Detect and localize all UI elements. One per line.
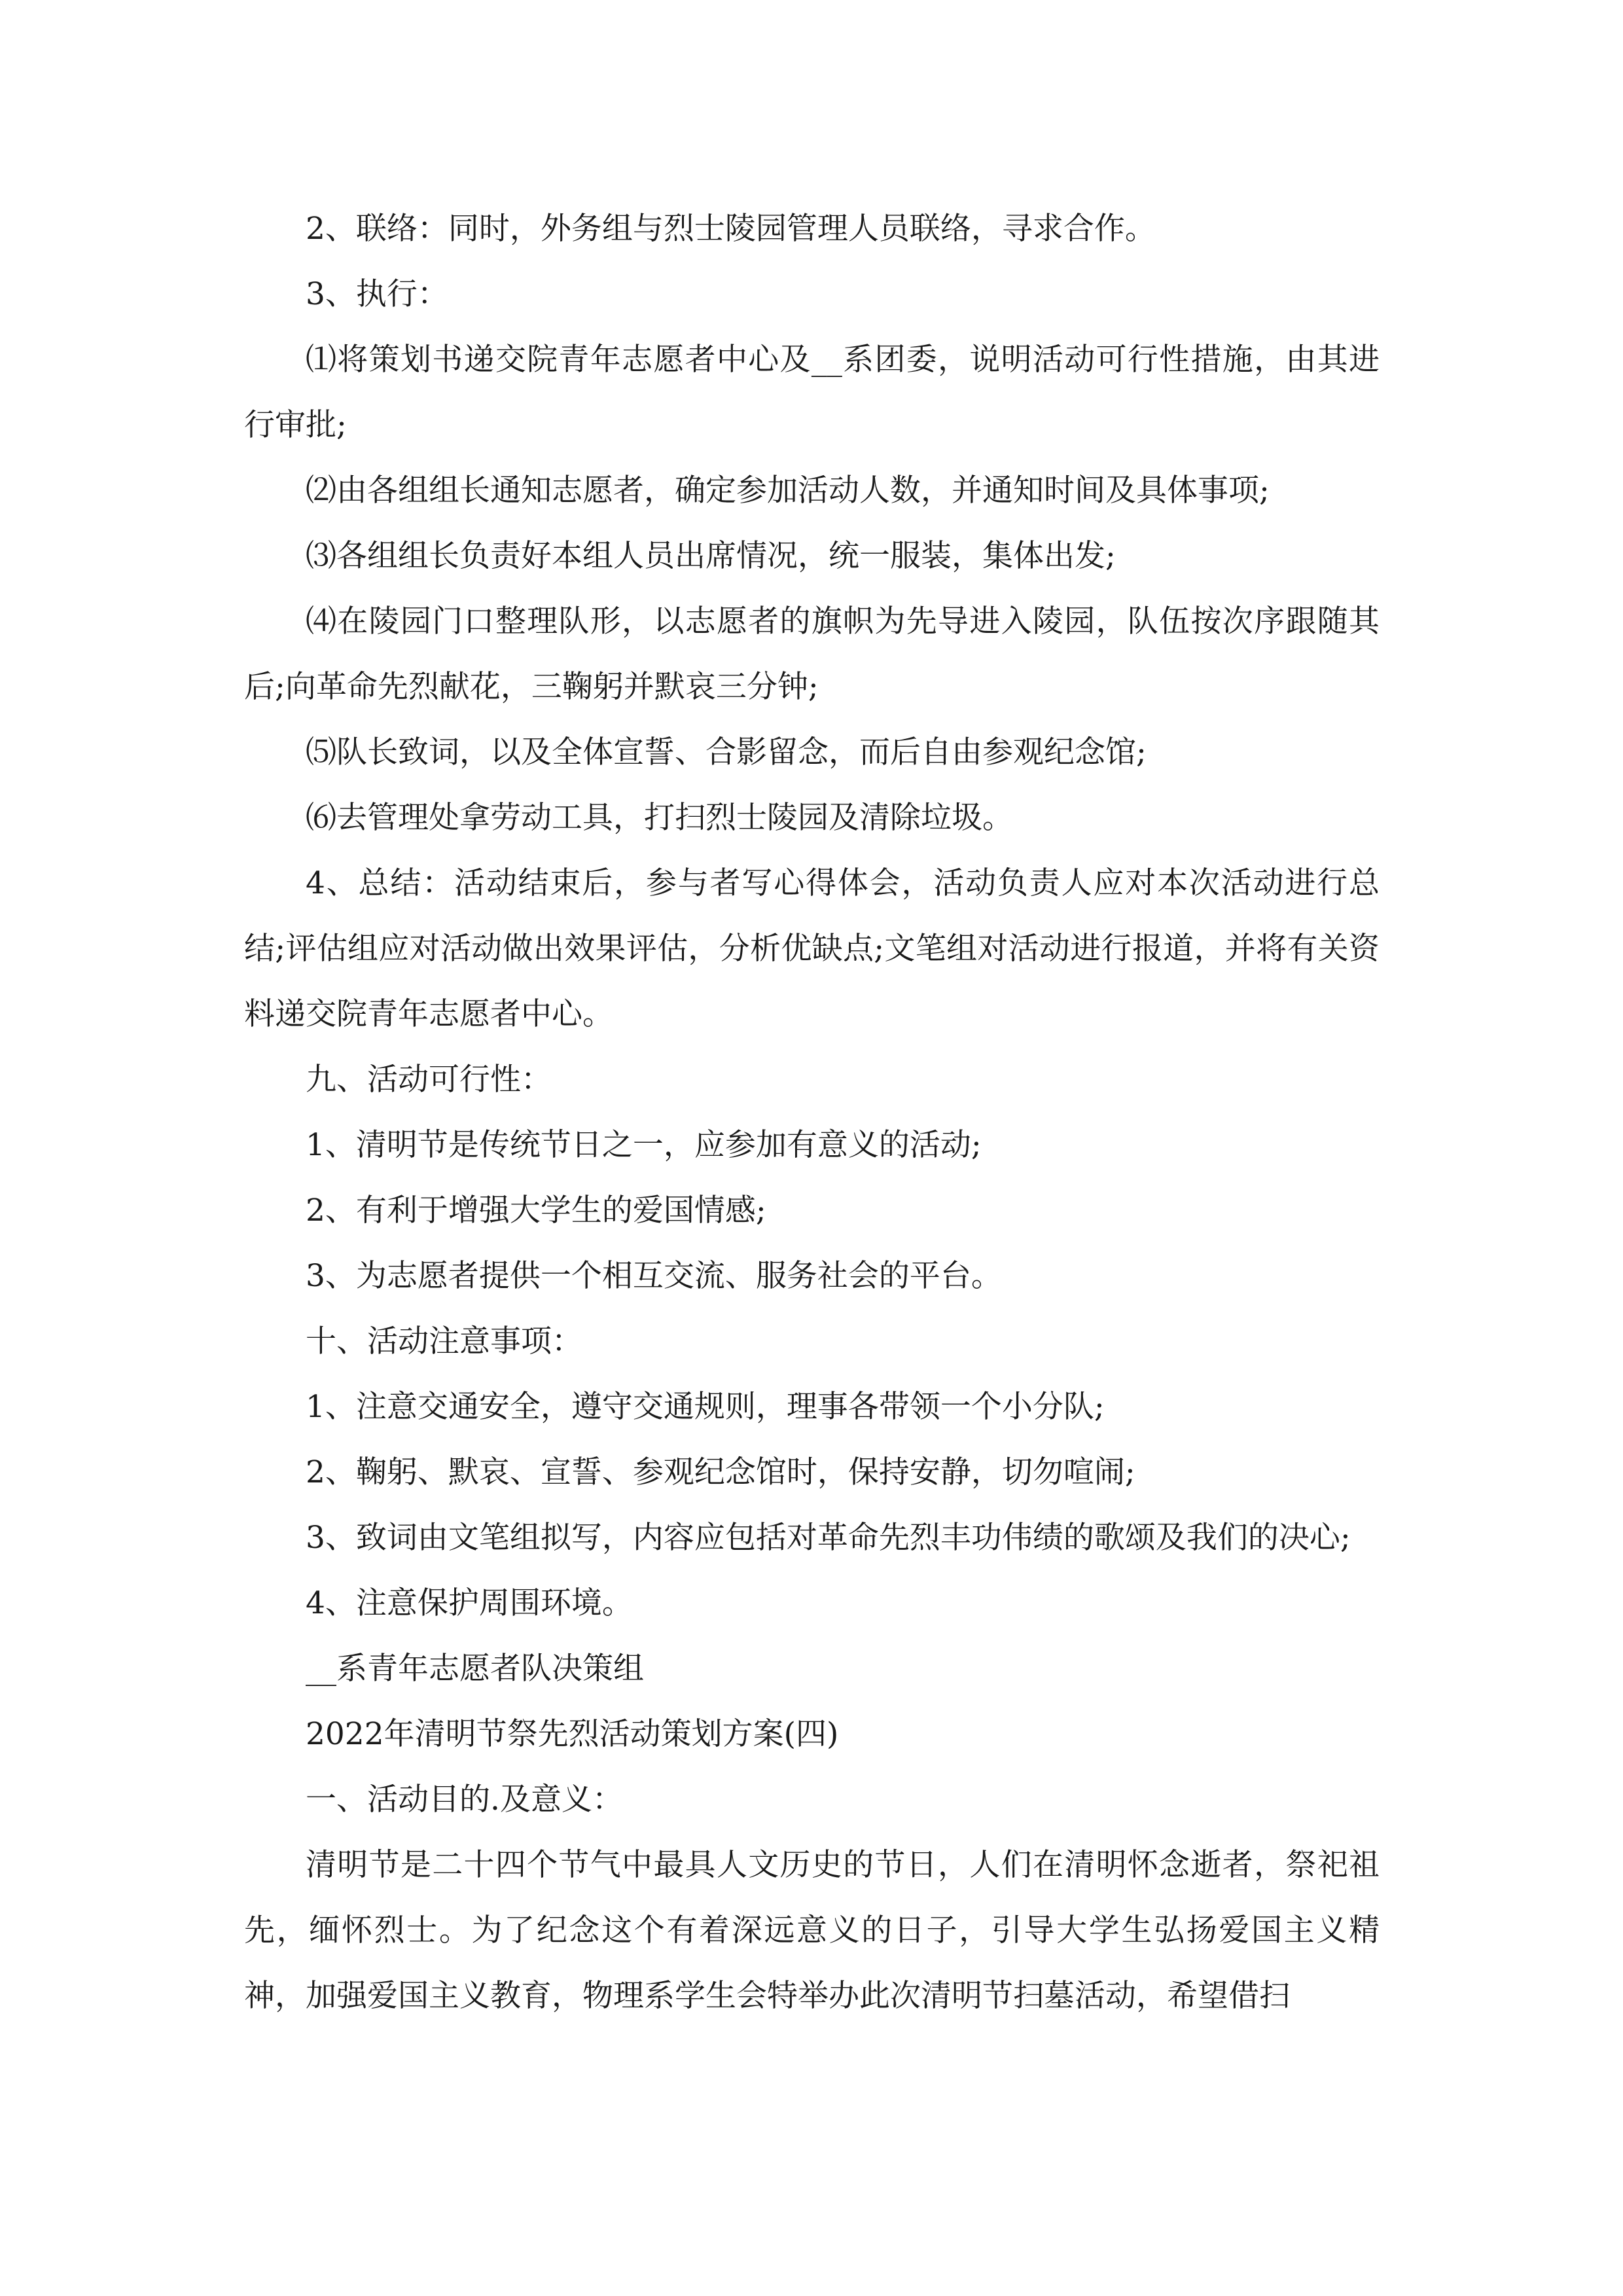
paragraph: ⑴将策划书递交院青年志愿者中心及__系团委，说明活动可行性措施，由其进行审批; <box>244 342 1380 443</box>
paragraph: 1、清明节是传统节日之一，应参加有意义的活动; <box>306 1127 982 1163</box>
document-title: 2022年清明节祭先烈活动策划方案(四) <box>306 1716 839 1752</box>
paragraph: ⑶各组组长负责好本组人员出席情况，统一服装，集体出发; <box>306 538 1116 574</box>
paragraph: ⑵由各组组长通知志愿者，确定参加活动人数，并通知时间及具体事项; <box>306 473 1270 509</box>
paragraph: 3、执行： <box>306 276 448 312</box>
paragraph: 2、联络：同时，外务组与烈士陵园管理人员联络，寻求合作。 <box>306 211 1156 247</box>
document-body <box>244 196 1380 2029</box>
paragraph: ⑷在陵园门口整理队形，以志愿者的旗帜为先导进入陵园，队伍按次序跟随其后;向革命先烈献花，三鞠躬并默哀三分钟; <box>244 603 1380 705</box>
paragraph: 4、总结：活动结束后，参与者写心得体会，活动负责人应对本次活动进行总结;评估组应对活动做出效果评估，分析优缺点;文笔组对活动进行报道，并将有关资料递交院青年志愿者中心。 <box>244 865 1380 1032</box>
paragraph: 3、致词由文笔组拟写，内容应包括对革命先烈丰功伟绩的歌颂及我们的决心; <box>306 1520 1351 1556</box>
paragraph: ⑹去管理处拿劳动工具，打扫烈士陵园及清除垃圾。 <box>306 800 1013 836</box>
paragraph: 2、鞠躬、默哀、宣誓、参观纪念馆时，保持安静，切勿喧闹; <box>306 1454 1135 1490</box>
paragraph: ⑸队长致词，以及全体宣誓、合影留念，而后自由参观纪念馆; <box>306 734 1147 770</box>
paragraph: 2、有利于增强大学生的爱国情感; <box>306 1193 766 1229</box>
paragraph: 1、注意交通安全，遵守交通规则，理事各带领一个小分队; <box>306 1389 1105 1425</box>
section-heading: 九、活动可行性： <box>306 1062 552 1098</box>
section-heading: 一、活动目的.及意义： <box>306 1782 623 1818</box>
paragraph: 3、为志愿者提供一个相互交流、服务社会的平台。 <box>306 1258 1002 1294</box>
paragraph: 清明节是二十四个节气中最具人文历史的节日，人们在清明怀念逝者，祭祀祖先，缅怀烈士。为了纪念这个有着深远意义的日子，引导大学生弘扬爱国主义精神，加强爱国主义教育，物理系学生会特举办此次清明节扫墓活动，希望借扫 <box>244 1847 1380 2014</box>
signature-line: __系青年志愿者队决策组 <box>306 1651 644 1687</box>
section-heading: 十、活动注意事项： <box>306 1323 582 1359</box>
paragraph: 4、注意保护周围环境。 <box>306 1585 633 1621</box>
